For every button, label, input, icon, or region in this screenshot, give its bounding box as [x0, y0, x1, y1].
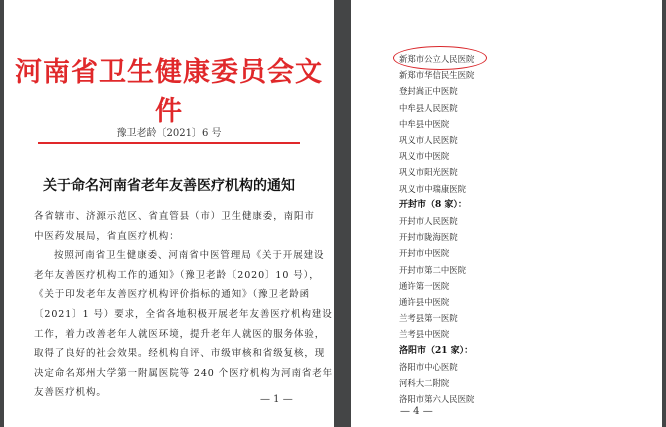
page-number: — 4 —: [400, 406, 433, 417]
hospital-list: [399, 51, 639, 407]
list-item: 新郑市公立人民医院: [399, 54, 475, 64]
document-number: 豫卫老龄〔2021〕6 号: [116, 128, 222, 139]
highlight-circle-annotation: [393, 46, 487, 70]
document-page-left: [4, 0, 334, 427]
list-item: 开封市人民医院: [399, 216, 458, 227]
list-item: 中牟县人民医院: [399, 102, 458, 113]
body-line: 工作，着力改善老年人就医环境，提升老年人就医的服务体验，: [34, 328, 326, 340]
body-line: 取得了良好的社会效果。经机构自评、市级审核和省级复核，现: [34, 348, 326, 360]
list-item: 开封市陇海医院: [399, 232, 458, 243]
body-line: 决定命名郑州大学第一附属医院等 240 个医疗机构为河南省老年: [34, 367, 334, 379]
document-header: 河南省卫生健康委员会文件: [15, 57, 323, 127]
list-item: 开封市第二中医院: [399, 264, 466, 275]
list-item: 巩义市中医院: [399, 151, 450, 162]
list-item: 巩义市阳光医院: [399, 167, 458, 178]
list-item: 中牟县中医院: [399, 118, 450, 129]
body-line: 友善医疗机构。: [34, 387, 107, 399]
notice-body: [34, 207, 334, 403]
list-item: 河科大二附院: [399, 378, 450, 389]
list-item: 洛阳市中心医院: [399, 361, 458, 372]
document-page-right: [351, 0, 662, 427]
list-item: 洛阳市第六人民医院: [399, 394, 475, 405]
city-section-heading: 开封市（8 家）：: [399, 199, 467, 210]
city-section-heading: 洛阳市（21 家）：: [399, 345, 474, 356]
body-line: 老年友善医疗机构工作的通知》（豫卫老龄〔2020〕10 号），: [34, 269, 320, 281]
list-item: 巩义市人民医院: [399, 135, 458, 146]
body-line: 按照河南省卫生健康委、河南省中医管理局《关于开展建设: [54, 250, 325, 262]
list-item: 巩义市中瑞康医院: [399, 183, 466, 194]
body-line: 各省辖市、济源示范区、省直管县（市）卫生健康委，南阳市: [34, 211, 315, 222]
page-number: — 1 —: [260, 394, 293, 405]
list-item: 兰考县第一医院: [399, 313, 458, 324]
body-line: 中医药发展局，省直医疗机构：: [34, 230, 180, 242]
header-divider: [38, 142, 300, 144]
list-item: 通许第一医院: [399, 280, 450, 291]
notice-title: 关于命名河南省老年友善医疗机构的通知: [43, 178, 295, 194]
list-item: 开封市中医院: [399, 248, 450, 259]
list-item: 兰考县中医院: [399, 329, 450, 340]
list-item: 登封嵩正中医院: [399, 86, 458, 97]
list-item: 通许县中医院: [399, 297, 450, 308]
body-line: 《关于印发老年友善医疗机构评价指标的通知》（豫卫老龄函: [34, 289, 311, 301]
body-line: 〔2021〕1 号）要求，全省各地积极开展老年友善医疗机构建设: [34, 308, 333, 320]
list-item: 新郑市华信民生医院: [399, 70, 475, 81]
